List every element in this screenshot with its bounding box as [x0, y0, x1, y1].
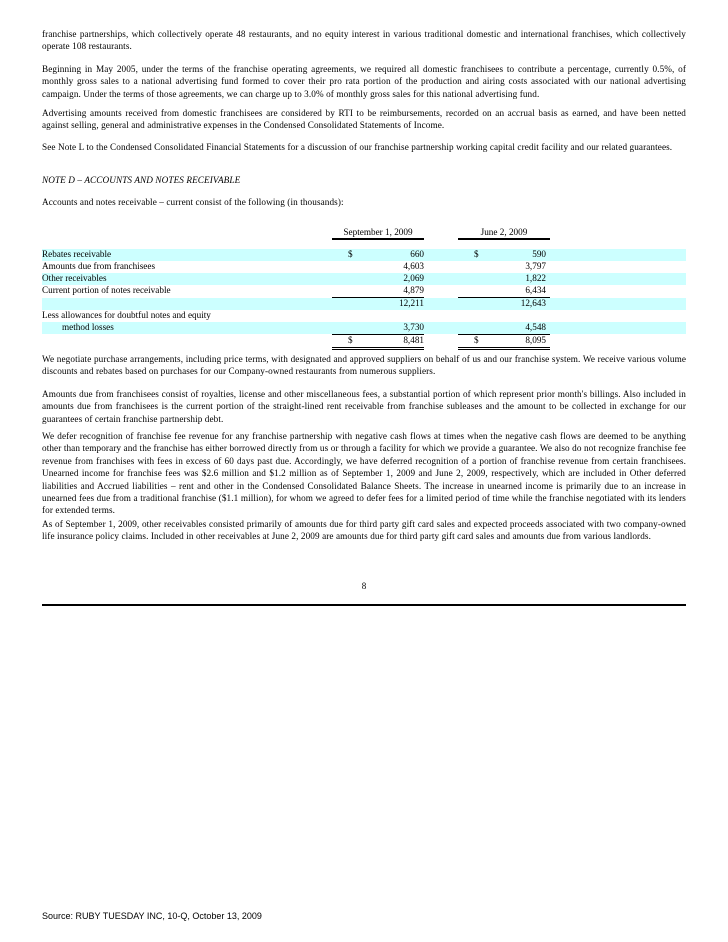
header-rule [332, 238, 424, 240]
row-label: Other receivables [42, 273, 107, 283]
currency-symbol: $ [474, 335, 479, 345]
value-sep-2009: 4,603 [403, 261, 424, 271]
value-jun-2009: 12,643 [520, 298, 546, 308]
table-row-subtotal [42, 298, 686, 310]
table-row-total [42, 335, 686, 347]
table-row [42, 261, 686, 273]
paragraph-deferred-revenue: We defer recognition of franchise fee revenue for any franchise partnership with negative cash flows at times when the negative cash flows are deemed to be anything other than temporary and the franchise has either borrowed directly from us or through a facility for which we provide a guarantee. We also do not recognize franchise fee revenue from franchises with fees in excess of 60 days past due. Accordingly, we have deferred recognition of a portion of franchise revenue from certain franchisees. Unearned income for franchise fees was $2.6 million and $1.2 million as of September 1, 2009 and June 2, 2009, respectively, which are included in Other deferred liabilities and Accrued liabilities – rent and other in the Condensed Consolidated Balance Sheets. The increase in unearned income is primarily due to an increase in unearned fees due from a traditional franchise ($1.1 million), for whom we agreed to defer fees for a limited period of time while the franchise negotiated with its lenders for extended terms. [42, 431, 686, 516]
value-jun-2009: 6,434 [525, 285, 546, 295]
paragraph-advertising-fund: Beginning in May 2005, under the terms of the franchise operating agreements, we required all domestic franchisees to contribute a percentage, currently 0.5%, of monthly gross sales to a national advertising fund formed to cover their pro rata portion of the production and airing costs associated with our national advertising campaign. Under the terms of those agreements, we can charge up to 3.0% of monthly gross sales for this national advertising fund. [42, 64, 686, 99]
row-label: Less allowances for doubtful notes and equity [42, 310, 211, 320]
paragraph-purchase-arrangements: We negotiate purchase arrangements, including price terms, with designated and approved suppliers on behalf of us and our franchise system. We receive various volume discounts and rebates based on purchases for our Company-owned restaurants from numerous suppliers. [42, 354, 686, 377]
total-double-rule [458, 347, 550, 350]
header-june-2009: June 2, 2009 [480, 227, 528, 237]
currency-symbol: $ [474, 249, 479, 259]
row-label: method losses [62, 322, 114, 332]
total-double-rule [332, 347, 424, 350]
row-label: Rebates receivable [42, 249, 112, 259]
header-september-2009: September 1, 2009 [343, 227, 413, 237]
value-jun-2009: 4,548 [525, 322, 546, 332]
header-rule [458, 238, 550, 240]
row-label: Amounts due from franchisees [42, 261, 156, 271]
value-sep-2009: 12,211 [399, 298, 424, 308]
value-jun-2009: 8,095 [525, 335, 546, 345]
paragraph-see-note-l: See Note L to the Condensed Consolidated Financial Statements for a discussion of our franchise partnership working capital credit facility and our related guarantees. [42, 142, 673, 152]
paragraph-advertising-reimbursements: Advertising amounts received from domestic franchisees are considered by RTI to be reimbursements, recorded on an accrual basis as earned, and have been netted against selling, general and administrative expenses in the Condensed Consolidated Statements of Income. [42, 108, 686, 131]
value-sep-2009: 8,481 [403, 335, 424, 345]
currency-symbol: $ [348, 335, 353, 345]
table-row [42, 249, 686, 261]
table-row [42, 310, 686, 322]
paragraph-franchise-partnerships: franchise partnerships, which collectively operate 48 restaurants, and no equity interest in various traditional domestic and international franchises, which collectively operate 108 restaurants. [42, 29, 686, 52]
page-number: 8 [361, 581, 367, 591]
value-jun-2009: 1,822 [525, 273, 546, 283]
value-sep-2009: 4,879 [403, 285, 424, 295]
table-row [42, 273, 686, 285]
value-sep-2009: 2,069 [403, 273, 424, 283]
paragraph-amounts-due: Amounts due from franchisees consist of royalties, license and other miscellaneous fees, a substantial portion of which represent prior month's billings. Also included in amounts due from franchisees is the current portion of the straight-lined rent receivable from franchise subleases and the amount to be collected in exchange for our guarantees of certain franchise partnership debt. [42, 389, 686, 424]
table-row [42, 322, 686, 334]
source-footer: Source: RUBY TUESDAY INC, 10-Q, October 13, 2009 [42, 911, 262, 921]
page-bottom-rule [42, 604, 686, 606]
table-intro: Accounts and notes receivable – current consist of the following (in thousands): [42, 197, 344, 207]
value-jun-2009: 3,797 [525, 261, 546, 271]
value-jun-2009: 590 [532, 249, 546, 259]
value-sep-2009: 3,730 [403, 322, 424, 332]
row-label: Current portion of notes receivable [42, 285, 171, 295]
paragraph-other-receivables: As of September 1, 2009, other receivables consisted primarily of amounts due for third party gift card sales and expected proceeds associated with two company-owned life insurance policy claims. Included in other receivables at June 2, 2009 are amounts due for third party gift card sales and amounts due from various landlords. [42, 519, 686, 542]
value-sep-2009: 660 [410, 249, 424, 259]
table-row [42, 285, 686, 297]
currency-symbol: $ [348, 249, 353, 259]
note-d-heading: NOTE D – ACCOUNTS AND NOTES RECEIVABLE [42, 175, 241, 185]
